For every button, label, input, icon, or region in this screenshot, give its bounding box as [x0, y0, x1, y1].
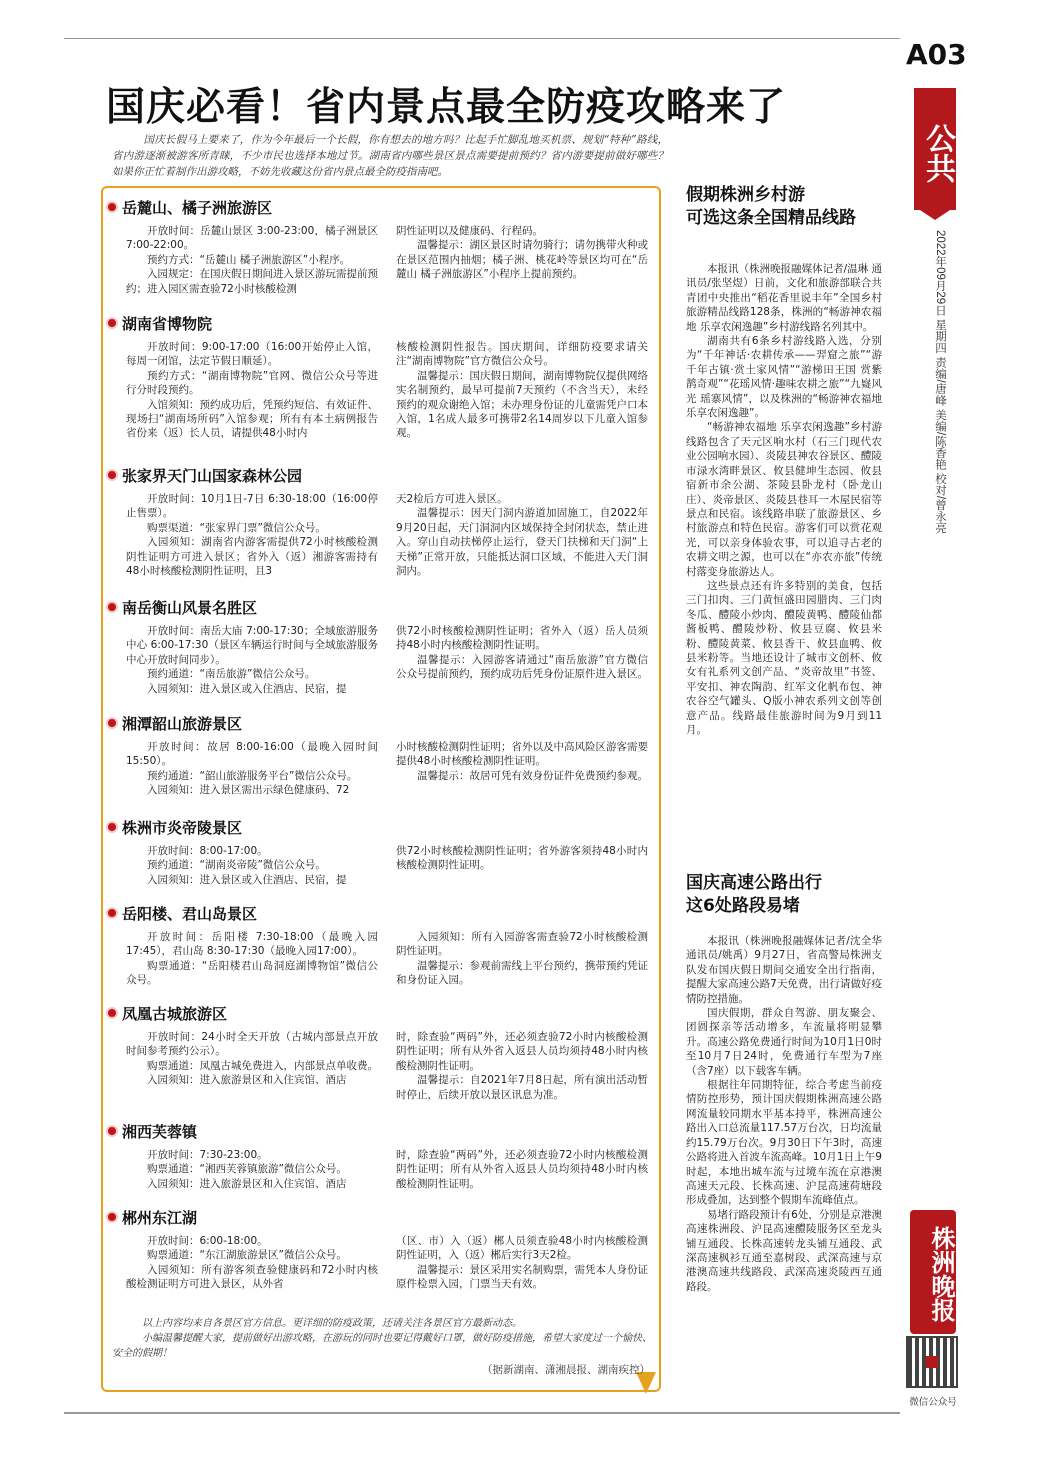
spot-paragraph: 开放时间：7:30-23:00。: [147, 1149, 268, 1161]
spot-paragraph: 核酸检测阴性报告。国庆期间，详细防疫要求请关注“湖南博物院”官方微信公众号。: [396, 341, 648, 368]
qr-caption: 微信公众号: [909, 1397, 957, 1408]
spot-paragraph: 入园须知：所有游客须查验健康码和72小时内核酸检测证明方可进入景区，从外省: [126, 1263, 378, 1291]
article-paragraph: 国庆假期，群众自驾游、朋友聚会、团圆探亲等活动增多，车流量将明显攀升。高速公路免费通行时间为10月1日0时至10月7日24时，免费通行车型为7座（含7座）以下载客车辆。: [686, 1007, 882, 1077]
spot-left-column: [126, 1030, 378, 1088]
bullet-dot-icon: [106, 317, 118, 329]
spot-right-column: [396, 1030, 648, 1102]
spot-left-column: [126, 740, 378, 798]
bottom-rule: [64, 1412, 900, 1414]
spot-title: 株洲市炎帝陵景区: [122, 818, 243, 837]
spot-title: 郴州东江湖: [122, 1208, 198, 1227]
spot-right-column: [396, 930, 648, 988]
spot-right-column: [396, 740, 648, 783]
bottom-note-line-2: 小编温馨提醒大家，提前做好出游攻略，在游玩的同时也要记得戴好口罩，做好防疫措施，希望大家度过一个愉快、安全的假期！: [112, 1333, 652, 1359]
spot-left-column: [126, 340, 378, 441]
spot-heading: [106, 464, 302, 486]
spot-title: 湘潭韶山旅游景区: [122, 714, 243, 733]
spot-paragraph: 入园须知：进入景区需出示绿色健康码、72: [147, 784, 350, 797]
spot-title: 凤凰古城旅游区: [122, 1004, 228, 1023]
spot-paragraph: 温馨提示：景区采用实名制购票，需凭本人身份证原件检票入园，门票当天有效。: [396, 1263, 648, 1291]
spot-paragraph: 开放时间：10月1日-7日 6:30-18:00（16:00停止售票）。: [126, 493, 378, 520]
spot-right-column: [396, 844, 648, 873]
spot-paragraph: 预约方式：“湖南博物院”官网、微信公众号等进行分时段预约。: [126, 369, 378, 397]
side1-title-line-2: 可选这条全国精品线路: [686, 208, 856, 228]
page-headline: 国庆必看！省内景点最全防疫攻略来了: [106, 84, 787, 130]
spot-paragraph: 入园须知：进入景区或入住酒店、民宿，提: [147, 873, 347, 886]
spot-paragraph: 开放时间：6:00-18:00。: [147, 1235, 268, 1247]
bottom-note: [112, 1316, 652, 1361]
article-paragraph: 湖南共有6条乡村游线路入选，分别为“千年神话·农耕传承——羿窟之旅”“游千年古镇·赏土家风情”“游梯田王国 赏紫鹊奇观”“花瑶风情·趣味农耕之旅”“九嶷风光 瑶寨风情”，以及株洲的“畅游神农福地 乐享农闲逸趣”。: [686, 335, 882, 420]
spot-heading: [106, 596, 257, 618]
spot-paragraph: 温馨提示：因天门洞内游道加固施工，自2022年9月20日起，天门洞洞内区域保持全封闭状态，禁止进入。穿山自动扶梯停止运行，登天门扶梯和天门洞“上天梯”正常开放，只能抵达洞口区域，不能进入天门洞洞内。: [396, 507, 648, 578]
spot-paragraph: 开放时间：南岳大庙 7:00-17:30；全域旅游服务中心 6:00-17:30（景区车辆运行时间与全域旅游服务中心开放时间同步）。: [126, 625, 378, 666]
spot-paragraph: 供72小时核酸检测阴性证明；省外入（返）岳人员须持48小时内核酸检测阴性证明。: [396, 625, 648, 652]
article-paragraph: 根据往年同期特征，综合考虑当前疫情防控形势，预计国庆假期株洲高速公路网流量较同期水平基本持平，株洲高速公路出入口总流量117.57万台次，日均流量约15.79万台次。9月30日下午3时，高速公路将进入首波车流高峰。10月1日上午9时起，本地出城车流与过境车流在京港澳高速天元段、长株高速、沪昆高速荷塘段形成叠加，达到整个假期车流峰值点。: [686, 1079, 882, 1207]
spot-paragraph: 购票通道：“湘西芙蓉镇旅游”微信公众号。: [147, 1163, 347, 1176]
article-paragraph: 这些景点还有许多特别的美食，包括三门扣肉、三门黄恒盛田园腊肉、三门肉冬瓜、醴陵小炒肉、醴陵黄鸭、醴陵仙都酱板鸭、醴陵炒粉、攸县豆腐、攸县米粉、醴陵黄菜、攸县香干、攸县血鸭、攸县米粉等。当地还设计了城市文创杯、攸女有礼系列文创产品、“炎帝故里”书签、平安扣、神农陶韵、红军文化帆布包、神农谷空气罐头、Q版小神农系列文创等创意产品。线路最佳旅游时间为9月到11月。: [686, 579, 882, 736]
bullet-dot-icon: [106, 601, 118, 613]
spot-heading: [106, 312, 212, 334]
spot-paragraph: 入馆须知：预约成功后，凭预约短信、有效证件、现场扫“湖南场所码”入馆参观；所有有本土病例报告省份来（返）长人员，请提供48小时内: [126, 398, 378, 440]
spot-left-column: [126, 624, 378, 696]
spot-paragraph: 天2检后方可进入景区。: [396, 493, 508, 505]
spot-paragraph: 购票通道：凤凰古城免费进入，内部景点单收费。: [147, 1059, 378, 1072]
spot-right-column: [396, 224, 648, 282]
spot-heading: [106, 712, 242, 734]
spot-paragraph: 入园须知：湖南省内游客需提供72小时核酸检测阴性证明方可进入景区；省外入（返）湘游客需持有48小时核酸检测阴性证明，且3: [126, 536, 378, 578]
spot-paragraph: 温馨提示：入园游客请通过“南岳旅游”官方微信公众号提前预约，预约成功后凭身份证原件进入景区。: [396, 653, 648, 681]
spot-paragraph: 开放时间：岳麓山景区 3:00-23:00，橘子洲景区 7:00-22:00。: [126, 225, 378, 252]
spot-paragraph: 温馨提示：自2021年7月8日起，所有演出活动暂时停止，后续开放以景区讯息为准。: [396, 1074, 648, 1101]
spot-title: 张家界天门山国家森林公园: [122, 466, 303, 485]
bullet-dot-icon: [106, 717, 118, 729]
spot-title: 岳麓山、橘子洲旅游区: [122, 198, 273, 217]
spot-left-column: [126, 1148, 378, 1191]
spot-right-column: [396, 1148, 648, 1191]
spot-paragraph: 小时核酸检测阴性证明；省外以及中高风险区游客需要提供48小时核酸检测阴性证明。: [396, 741, 648, 768]
spot-heading: [106, 902, 257, 924]
side1-title: [686, 184, 900, 230]
bullet-dot-icon: [106, 821, 118, 833]
newspaper-logo: 株洲晚报: [910, 1210, 956, 1334]
side2-body: [686, 934, 882, 1294]
date-line: 2022年09月29日 星期四 责编/唐峰 美编/陈香艳 校对/曾永亮: [934, 230, 946, 534]
bullet-dot-icon: [106, 907, 118, 919]
top-rule: [64, 38, 900, 39]
article-paragraph: 本报讯（株洲晚报融媒体记者/温琳 通讯员/张坚煜）日前，文化和旅游部联合共青团中央推出“稻花香里说丰年”全国乡村旅游精品线路128条，株洲的“畅游神农福地 乐享农闲逸趣”乡村游线路名列其中。: [686, 263, 882, 333]
spot-heading: [106, 816, 242, 838]
spot-paragraph: 开放时间：岳阳楼 7:30-18:00（最晚入园17:45），君山岛 8:30-17:30（最晚入园17:00）。: [126, 931, 378, 958]
spot-left-column: [126, 930, 378, 988]
bullet-dot-icon: [106, 1007, 118, 1019]
spot-paragraph: （区、市）入（返）郴人员须查验48小时内核酸检测阴性证明，入（返）郴后实行3天2检。: [396, 1235, 648, 1262]
spot-paragraph: 温馨提示：湖区景区时请勿骑行；请勿携带火种或在景区范围内抽烟；橘子洲、桃花岭等景区均可在“岳麓山 橘子洲旅游区”小程序上提前预约。: [396, 239, 648, 281]
article-paragraph: 易堵行路段预计有6处，分别是京港澳高速株洲段、沪昆高速醴陵服务区至龙头铺互通段、长株高速转龙头铺互通段、武深高速枫衫互通至嘉树段、武深高速与京港澳高速共线路段、武深高速炎陵西互通路段。: [686, 1208, 882, 1293]
spot-heading: [106, 196, 272, 218]
spot-paragraph: 入园须知：进入景区或入住酒店、民宿，提: [147, 682, 347, 695]
spot-left-column: [126, 492, 378, 578]
spot-paragraph: 供72小时核酸检测阴性证明；省外游客须持48小时内核酸检测阴性证明。: [396, 845, 648, 872]
source-credit: （据新湖南、潇湘晨报、湖南疾控）: [482, 1364, 650, 1376]
side2-title-line-2: 这6处路段易堵: [686, 896, 800, 916]
spot-paragraph: 预约通道：“韶山旅游服务平台”微信公众号。: [147, 769, 358, 782]
spot-heading: [106, 1002, 227, 1024]
spot-left-column: [126, 844, 378, 887]
article-paragraph: 本报讯（株洲晚报融媒体记者/沈全华 通讯员/姚禹）9月27日，省高警局株洲支队发布国庆假日期间交通安全出行指南，提醒大家高速公路7天免费，出行请做好疫情防控措施。: [686, 935, 882, 1005]
spot-paragraph: 温馨提示：国庆假日期间，湖南博物院仅提供网络实名制预约，最早可提前7天预约（不含当天），未经预约的观众谢绝入馆；未办理身份证的儿童需凭户口本入馆，1名成人最多可携带2名14周岁以下儿童入馆参观。: [396, 369, 648, 440]
bullet-dot-icon: [106, 1125, 118, 1137]
spot-paragraph: 预约通道：“湖南炎帝陵”微信公众号。: [147, 859, 326, 872]
spot-paragraph: 温馨提示：故居可凭有效身份证件免费预约参观。: [417, 769, 648, 782]
spot-paragraph: 阴性证明以及健康码、行程码。: [396, 225, 543, 237]
spot-paragraph: 开放时间：8:00-17:00。: [147, 845, 268, 857]
spot-title: 湖南省博物院: [122, 314, 213, 333]
bullet-dot-icon: [106, 201, 118, 213]
bullet-dot-icon: [106, 1211, 118, 1223]
spot-title: 湘西芙蓉镇: [122, 1122, 198, 1141]
qr-center-mark: [926, 1356, 938, 1368]
spot-paragraph: 预约通道：“南岳旅游”微信公众号。: [147, 668, 316, 681]
side1-body: [686, 262, 882, 737]
spot-paragraph: 购票通道：“东江湖旅游景区”微信公众号。: [147, 1249, 347, 1262]
side2-title-line-1: 国庆高速公路出行: [686, 873, 822, 893]
bottom-note-line-1: 以上内容均来自各景区官方信息。更详细的防疫政策，还请关注各景区官方最新动态。: [142, 1318, 522, 1329]
spot-paragraph: 入园须知：进入旅游景区和入住宾馆、酒店: [147, 1074, 347, 1087]
spot-paragraph: 购票通道：“岳阳楼君山岛洞庭湖博物馆”微信公众号。: [126, 959, 378, 987]
spot-right-column: [396, 340, 648, 441]
intro-paragraph: 国庆长假马上要来了，作为今年最后一个长假，你有想去的地方吗？比起手忙脚乱地买机票、规划“特种”路线，省内游逐渐被游客所青睐，不少市民也选择本地过节。湖南省内哪些景区景点需要提前预约？省内游要提前做好哪些？如果你正忙着制作出游攻略，不妨先收藏这份省内景点最全防疫指南吧。: [112, 134, 668, 178]
spot-paragraph: 购票渠道：“张家界门票”微信公众号。: [147, 521, 326, 534]
spot-paragraph: 入园须知：进入旅游景区和入住宾馆、酒店: [147, 1177, 347, 1190]
spot-paragraph: 开放时间：24小时全天开放（古城内部景点开放时间参考预约公示）。: [126, 1031, 378, 1058]
bullet-dot-icon: [106, 469, 118, 481]
spot-heading: [106, 1120, 197, 1142]
spot-left-column: [126, 224, 378, 296]
spot-paragraph: 预约方式：“岳麓山 橘子洲旅游区”小程序。: [147, 253, 351, 266]
spot-right-column: [396, 1234, 648, 1292]
spot-title: 南岳衡山风景名胜区: [122, 598, 258, 617]
page-number: A03: [906, 38, 967, 71]
spot-paragraph: 开放时间：9:00-17:00（16:00开始停止入馆，每周一闭馆，法定节假日顺延）。: [126, 341, 378, 368]
spot-heading: [106, 1206, 197, 1228]
section-tab: 公共: [914, 88, 956, 210]
section-tab-tail: [914, 206, 956, 220]
spot-right-column: [396, 492, 648, 578]
spot-paragraph: 温馨提示：参观前需线上平台预约，携带预约凭证和身份证入园。: [396, 959, 648, 987]
side1-title-line-1: 假期株洲乡村游: [686, 185, 805, 205]
spot-paragraph: 开放时间：故居 8:00-16:00（最晚入园时间15:50）。: [126, 741, 378, 768]
spot-paragraph: 入园规定：在国庆假日期间进入景区游玩需提前预约；进入园区需查验72小时核酸检测: [126, 268, 378, 295]
spot-title: 岳阳楼、君山岛景区: [122, 904, 258, 923]
spot-paragraph: 时，除查验“两码”外，还必须查验72小时内核酸检测阴性证明；所有从外省入返县人员均须持48小时内核酸检测阴性证明。: [396, 1031, 648, 1072]
spot-left-column: [126, 1234, 378, 1292]
spot-paragraph: 时，除查验“两码”外，还必须查验72小时内核酸检测阴性证明；所有从外省入返县人员均须持48小时内核酸检测阴性证明。: [396, 1149, 648, 1190]
spot-paragraph: 入园须知：所有入园游客需查验72小时核酸检测阴性证明。: [396, 931, 648, 958]
side2-title: [686, 872, 900, 918]
spot-right-column: [396, 624, 648, 682]
article-paragraph: “畅游神农福地 乐享农闲逸趣”乡村游线路包含了天元区响水村（石三门现代农业公园响水园）、炎陵县神农谷景区、醴陵市渌水湾畔景区、攸县健坤生态园、攸县宿新市余公湖、茶陵县卧龙村（卧龙山庄）、炎帝景区、炎陵县巷耳一木屋民宿等景点和民宿。该线路串联了旅游景区、乡村旅游点和特色民宿。游客们可以赏花观光，可以亲身体验农事，可以追寻古老的农耕文明之源，也可以在“亦农亦旅”传统村落变身旅游达人。: [686, 421, 882, 578]
